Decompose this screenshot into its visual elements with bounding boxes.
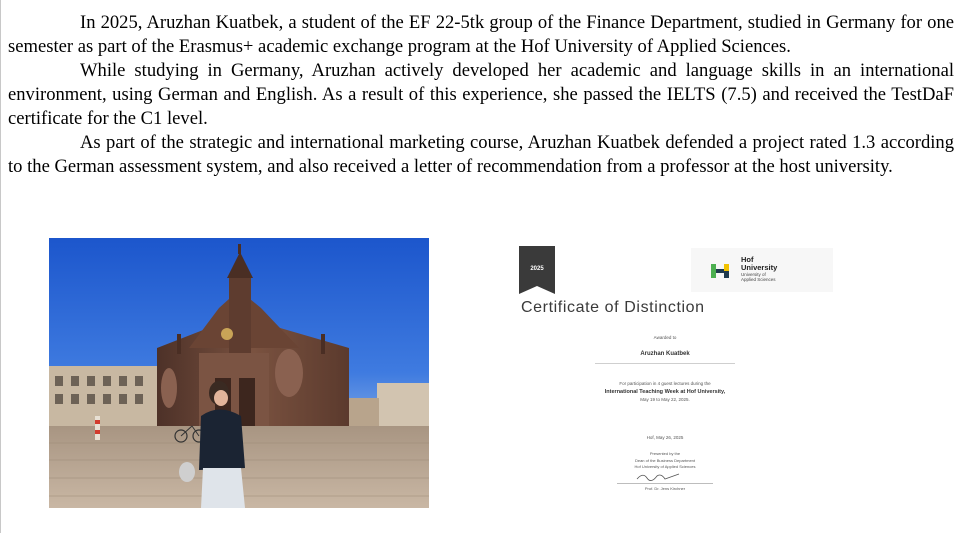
recipient-name: Aruzhan Kuatbek <box>640 351 690 357</box>
year-ribbon: 2025 <box>519 246 555 286</box>
signer-name: Prof. Dr. Jens Kirchner <box>644 486 686 491</box>
certificate-title: Certificate of Distinction <box>521 299 705 316</box>
paragraph-exchange: In 2025, Aruzhan Kuatbek, a student of the EF 22-5tk group of the Finance Department, studied in Germany for one semester as part of the Erasmus+ academic exchange program at the Hof University of Applied Sciences. <box>8 12 954 57</box>
certificate-of-distinction <box>505 238 825 508</box>
presented-by: Presented by the <box>649 451 681 456</box>
student-photo <box>49 238 429 508</box>
logo-subtitle: University of Applied Sciences <box>741 272 776 282</box>
recipient-underline <box>595 363 735 364</box>
participation-text: For participation in 4 guest lectures during the <box>619 381 711 386</box>
paragraph-language-skills: While studying in Germany, Aruzhan actively developed her academic and language skills in an international environment, using German and English. As a result of this experience, she passed the IELTS (7.5) and received the TestDaF certificate for the C1 level. <box>8 60 954 129</box>
dean-title: Dean of the Business Department <box>634 458 696 463</box>
hof-university-logo <box>691 248 833 292</box>
page-left-border <box>0 0 1 533</box>
signature-icon <box>627 470 697 484</box>
university-name: Hof University of Applied Sciences <box>634 464 696 469</box>
paragraph-marketing-project: As part of the strategic and international marketing course, Aruzhan Kuatbek defended a project rated 1.3 according to the German assessment system, and also received a letter of recommendation from a professor at the host university. <box>8 132 954 177</box>
hof-logo-mark-icon <box>711 264 733 278</box>
awarded-to-label: Awarded to <box>653 335 677 340</box>
event-dates: May 19 to May 22, 2025. <box>640 397 690 402</box>
event-name: International Teaching Week at Hof University, <box>604 389 726 395</box>
logo-name: Hof University <box>741 255 778 272</box>
signature-line <box>617 483 713 484</box>
place-date: Hof, May 26, 2025 <box>646 435 684 440</box>
report-text <box>8 11 954 179</box>
